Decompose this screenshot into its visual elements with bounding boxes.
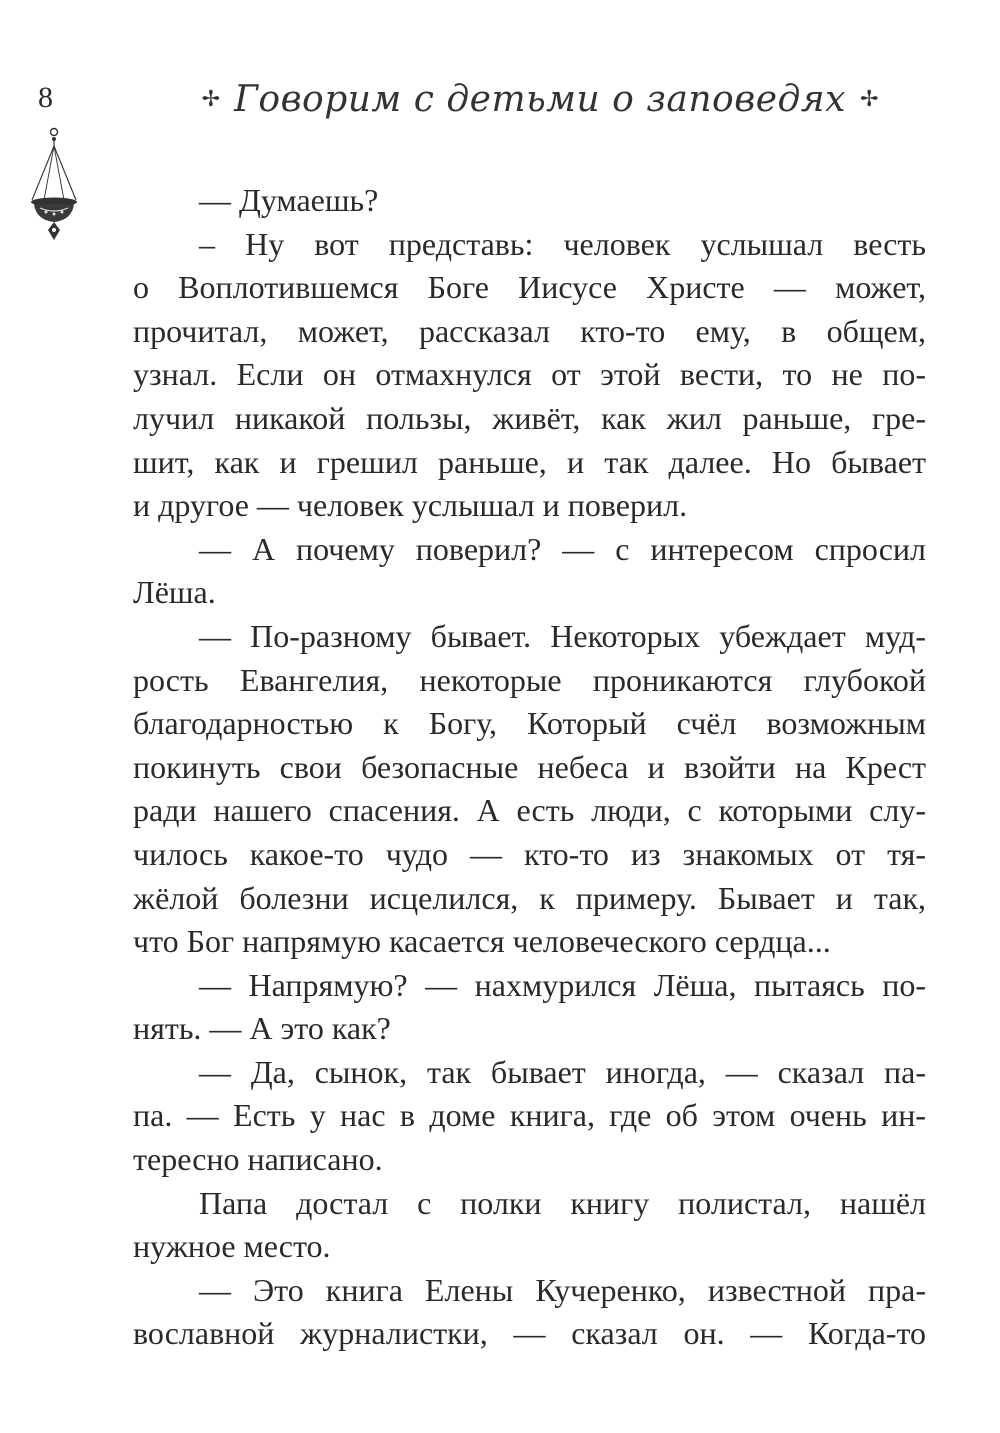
text-line: вославной журналистки, — сказал он. — Когда-то (133, 1315, 926, 1352)
cross-ornament-left-icon: ✢ (201, 86, 221, 111)
text-line: — Это книга Елены Кучеренко, известной пра- (199, 1271, 926, 1308)
running-header (201, 74, 879, 124)
text-line: Лёша. (133, 574, 216, 611)
text-line: благодарностью к Богу, Который счёл возможным (133, 705, 926, 742)
text-line: — Да, сынок, так бывает иногда, — сказал па- (199, 1053, 926, 1090)
page-number: 8 (38, 81, 53, 114)
text-line: – Ну вот представь: человек услышал весть (199, 225, 926, 262)
text-line: нужное место. (133, 1228, 331, 1265)
text-line: покинуть свои безопасные небеса и взойти на Крест (133, 748, 926, 785)
text-line: — А почему поверил? — с интересом спросил (199, 530, 926, 567)
text-line: шит, как и грешил раньше, и так далее. Но бывает (133, 443, 926, 480)
text-line: Папа достал с полки книгу полистал, нашёл (199, 1184, 926, 1221)
text-line: и другое — человек услышал и поверил. (133, 487, 688, 524)
text-line: нять. — А это как? (133, 1010, 391, 1047)
text-line: о Воплотившемся Боге Иисусе Христе — может, (133, 269, 926, 306)
page-body-text (133, 179, 926, 1356)
text-line: жёлой болезни исцелился, к примеру. Бывает и так, (133, 879, 926, 916)
running-header-title: Говорим с детьми о заповедях (234, 78, 846, 120)
text-line: узнал. Если он отмахнулся от этой вести, то не по- (133, 356, 926, 393)
cross-ornament-right-icon: ✢ (859, 86, 879, 111)
text-line: па. — Есть у нас в доме книга, где об этом очень ин- (133, 1097, 926, 1134)
text-line: чилось какое-то чудо — кто-то из знакомых от тя- (133, 835, 926, 872)
text-line: ради нашего спасения. А есть люди, с которыми слу- (133, 792, 926, 829)
hanging-lampada-icon (24, 126, 84, 244)
text-line: — По-разному бывает. Некоторых убеждает муд- (199, 617, 926, 654)
text-line: — Напрямую? — нахмурился Лёша, пытаясь по- (199, 966, 926, 1003)
text-line: — Думаешь? (199, 182, 379, 218)
text-line: прочитал, может, рассказал кто-то ему, в общем, (133, 312, 926, 349)
text-line: тересно написано. (133, 1141, 383, 1178)
text-line: лучил никакой пользы, живёт, как жил раньше, гре- (133, 399, 926, 436)
text-line: что Бог напрямую касается человеческого сердца... (133, 923, 831, 960)
text-line: рость Евангелия, некоторые проникаются глубокой (133, 661, 926, 698)
